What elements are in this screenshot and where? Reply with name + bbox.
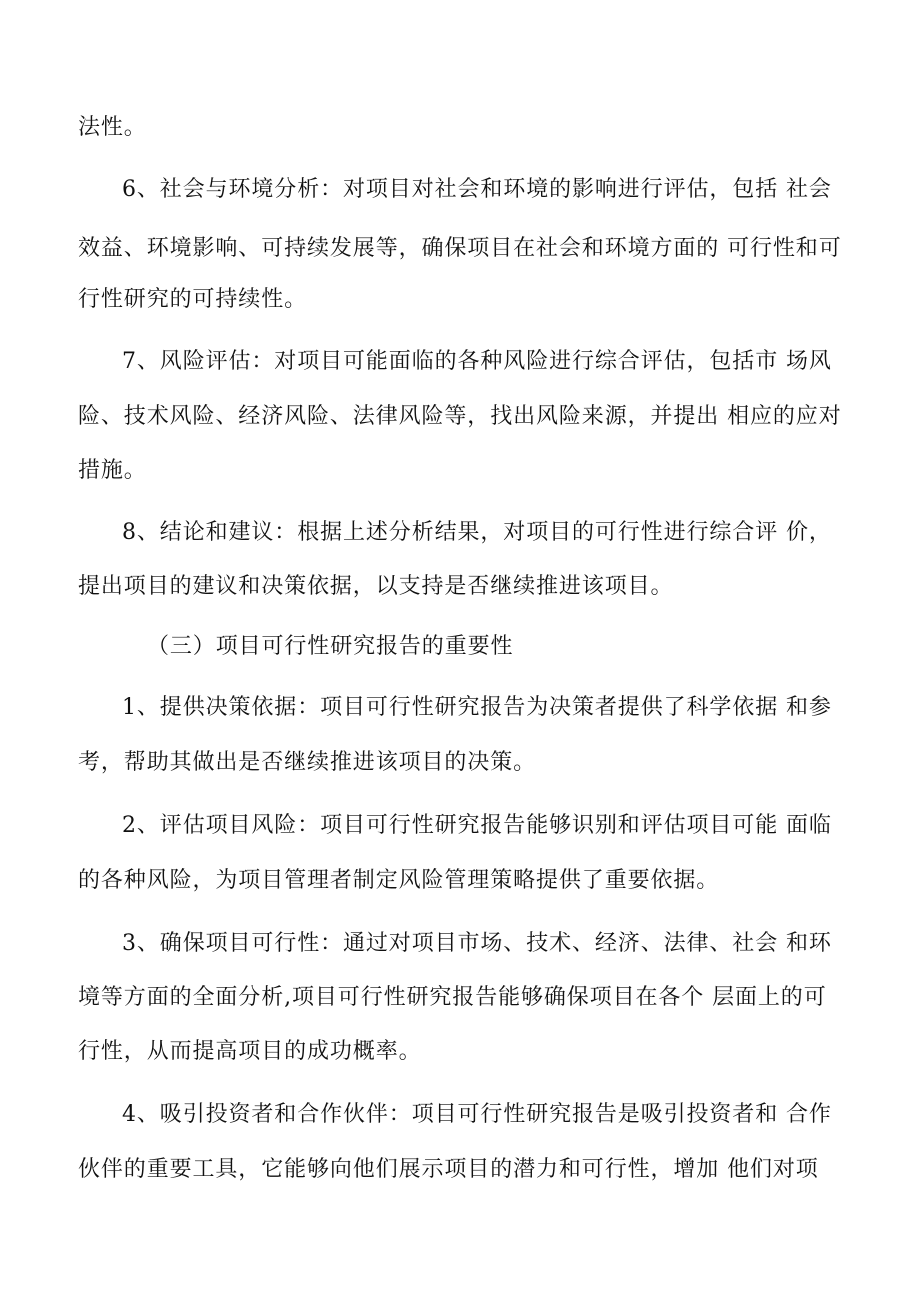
item-3-line-3: 行性，从而提高项目的成功概率。 (78, 1039, 422, 1064)
paragraph-7-line-3: 措施。 (78, 458, 147, 483)
paragraph-6-line-3: 行性研究的可持续性。 (78, 287, 308, 312)
item-4-line-1: 4、吸引投资者和合作伙伴：项目可行性研究报告是吸引投资者和 合作 (122, 1102, 832, 1127)
paragraph-6-line-1: 6、社会与环境分析：对项目对社会和环境的影响进行评估，包括 社会 (122, 177, 832, 202)
item-1-line-2: 考，帮助其做出是否继续推进该项目的决策。 (78, 750, 537, 775)
item-3-line-1: 3、确保项目可行性：通过对项目市场、技术、经济、法律、社会 和环 (122, 931, 832, 956)
item-2-line-2: 的各种风险，为项目管理者制定风险管理策略提供了重要依据。 (78, 868, 720, 893)
item-2-line-1: 2、评估项目风险：项目可行性研究报告能够识别和评估项目可能 面临 (122, 813, 832, 838)
paragraph-8-line-1: 8、结论和建议：根据上述分析结果，对项目的可行性进行综合评 价， (122, 520, 832, 545)
item-3-line-2: 境等方面的全面分析,项目可行性研究报告能够确保项目在各个 层面上的可 (78, 985, 827, 1010)
section-heading: （三）项目可行性研究报告的重要性 (147, 634, 514, 659)
item-1-line-1: 1、提供决策依据：项目可行性研究报告为决策者提供了科学依据 和参 (122, 695, 832, 720)
text-line: 法性。 (78, 115, 147, 140)
paragraph-8-line-2: 提出项目的建议和决策依据，以支持是否继续推进该项目。 (78, 574, 674, 599)
paragraph-7-line-2: 险、技术风险、经济风险、法律风险等，找出风险来源，并提出 相应的应对 (78, 404, 842, 429)
paragraph-6-line-2: 效益、环境影响、可持续发展等，确保项目在社会和环境方面的 可行性和可 (78, 236, 842, 261)
item-4-line-2: 伙伴的重要工具，它能够向他们展示项目的潜力和可行性，增加 他们对项 (78, 1157, 819, 1182)
paragraph-7-line-1: 7、风险评估：对项目可能面临的各种风险进行综合评估，包括市 场风 (122, 349, 832, 374)
